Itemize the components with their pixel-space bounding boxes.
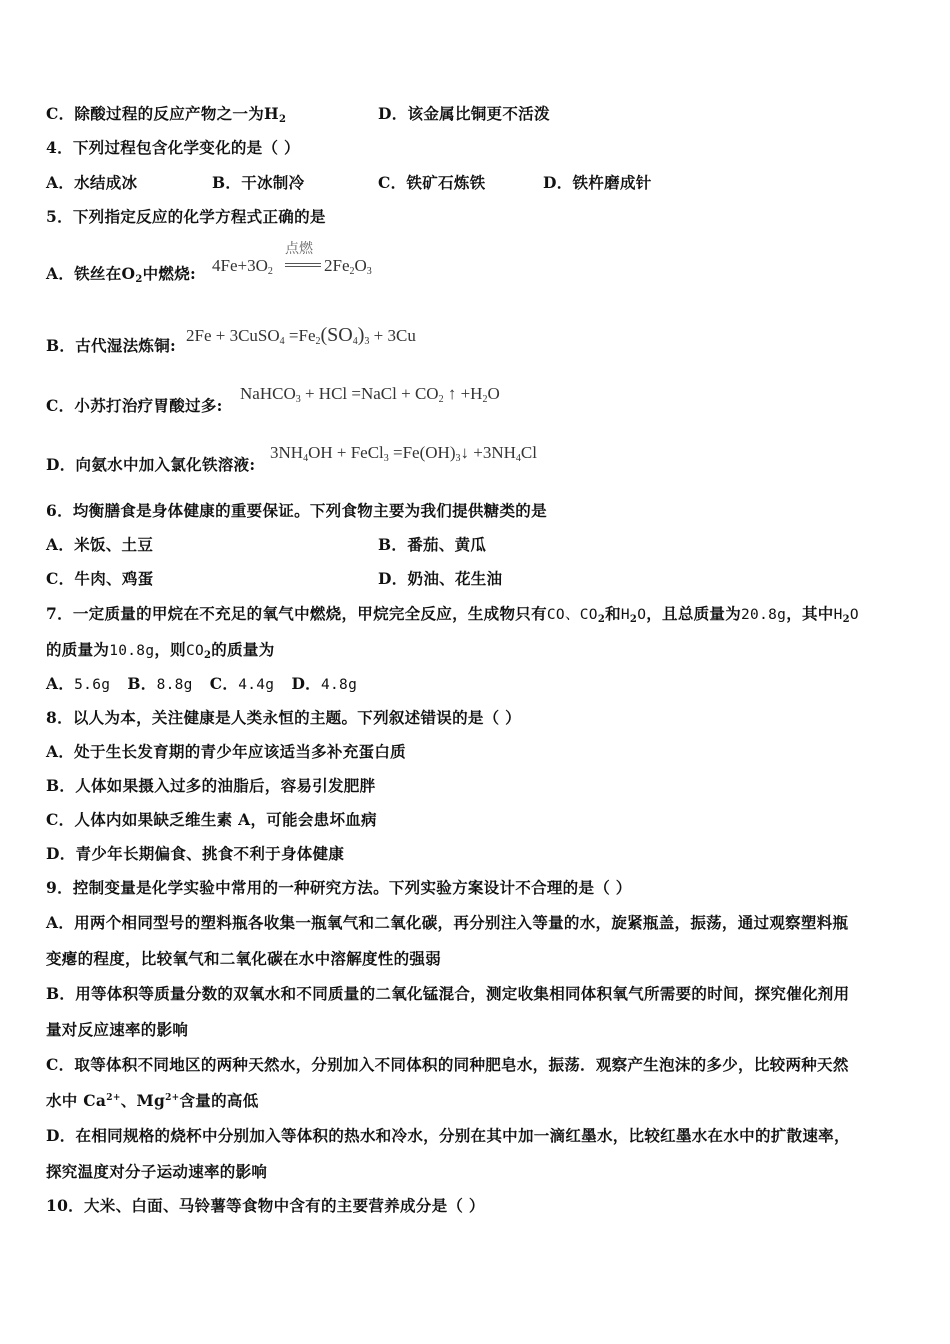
q5-option-a-condition: 点燃 [285,241,313,257]
q7-option-b: B．8.8g [127,674,193,693]
q6-stem: 6．均衡膳食是身体健康的重要保证。下列食物主要为我们提供糖类的是 [46,501,547,520]
q5-option-d-equation: $3NH_4OH$ + FeCl$_3$ $=Fe(OH)_3↓ +3NH_4Cl$ [270,443,537,464]
q4-stem: 4．下列过程包含化学变化的是（ ） [46,138,300,157]
q5-stem: 5．下列指定反应的化学方程式正确的是 [46,207,326,226]
q10-stem: 10．大米、白面、马铃薯等食物中含有的主要营养成分是（ ） [46,1196,485,1215]
q7-options [46,672,357,694]
q7-option-d: D．4.8g [291,674,358,693]
q9-option-b-line1: B．用等体积等质量分数的双氧水和不同质量的二氧化锰混合，测定收集相同体积氧气所需要的时间，探究催化剂用 [46,984,850,1003]
q6-option-c: C．牛肉、鸡蛋 [46,569,154,588]
q4-option-d: D．铁杵磨成针 [543,173,652,192]
q9-option-c-line2: 水中 $Ca^{2+}$、$Mg^{2+}$含量的高低 [46,1091,259,1110]
q3-option-c: C．除酸过程的反应产物之一为$H_2$ [46,104,287,125]
q9-option-d-line1: D．在相同规格的烧杯中分别加入等体积的热水和冷水，分别在其中加一滴红墨水，比较红墨水在水中的扩散速率， [46,1126,850,1145]
q7-stem-line1: 7．一定质量的甲烷在不充足的氧气中燃烧，甲烷完全反应，生成物只有CO、$CO_2$和$H_2O$，且总质量为20.8g，其中$H_2O$ [46,604,859,625]
q6-option-a: A．米饭、土豆 [46,535,154,554]
q8-option-b: B．人体如果摄入过多的油脂后，容易引发肥胖 [46,776,376,795]
q8-option-a: A．处于生长发育期的青少年应该适当多补充蛋白质 [46,742,406,761]
q9-option-a-line2: 变瘪的程度，比较氧气和二氧化碳在水中溶解度性的强弱 [46,949,442,968]
q5-option-c-equation: NaHCO$_3$ + HCl =NaCl + $CO_2$ ↑ $+H_2O$ [240,384,500,405]
q6-option-d: D．奶油、花生油 [378,569,503,588]
q4-option-c: C．铁矿石炼铁 [378,173,486,192]
q8-stem: 8．以人为本，关注健康是人类永恒的主题。下列叙述错误的是（ ） [46,708,521,727]
q8-option-c: C．人体内如果缺乏维生素 A，可能会患坏血病 [46,810,377,829]
q5-option-a-equation-left: $4Fe+3O_2$ [212,256,273,277]
q5-option-d-label: D．向氨水中加入氯化铁溶液: [46,455,256,474]
q5-option-a-equation-right: $2Fe_2O_3$ [324,256,372,277]
q7-option-a: A．5.6g [46,674,111,693]
q5-option-c-label: C．小苏打治疗胃酸过多: [46,396,223,415]
q4-option-b: B．干冰制冷 [212,173,305,192]
q4-option-a: A．水结成冰 [46,173,138,192]
q6-option-b: B．番茄、黄瓜 [378,535,487,554]
q5-option-b-equation: 2Fe + 3CuSO$_4$ $=Fe_2(SO_4)_3 + 3Cu$ [186,324,416,347]
q7-stem-line2: 的质量为10.8g，则$CO_2$的质量为 [46,640,275,661]
q8-option-d: D．青少年长期偏食、挑食不利于身体健康 [46,844,345,863]
q5-option-a-equals-sign [285,263,321,267]
q9-stem: 9．控制变量是化学实验中常用的一种研究方法。下列实验方案设计不合理的是（ ） [46,878,632,897]
q5-option-b-label: B．古代湿法炼铜: [46,336,177,355]
q9-option-a-line1: A．用两个相同型号的塑料瓶各收集一瓶氧气和二氧化碳，再分别注入等量的水，旋紧瓶盖，振荡，通过观察塑料瓶 [46,913,849,932]
q3-option-d: D．该金属比铜更不活泼 [378,104,550,123]
q9-option-b-line2: 量对反应速率的影响 [46,1020,189,1039]
q5-option-a-label: A．铁丝在$O_2$中燃烧: [46,264,197,285]
q9-option-c-line1: C．取等体积不同地区的两种天然水，分别加入不同体积的同种肥皂水，振荡．观察产生泡沫的多少，比较两种天然 [46,1055,849,1074]
q7-option-c: C．4.4g [209,674,275,693]
q9-option-d-line2: 探究温度对分子运动速率的影响 [46,1162,268,1181]
